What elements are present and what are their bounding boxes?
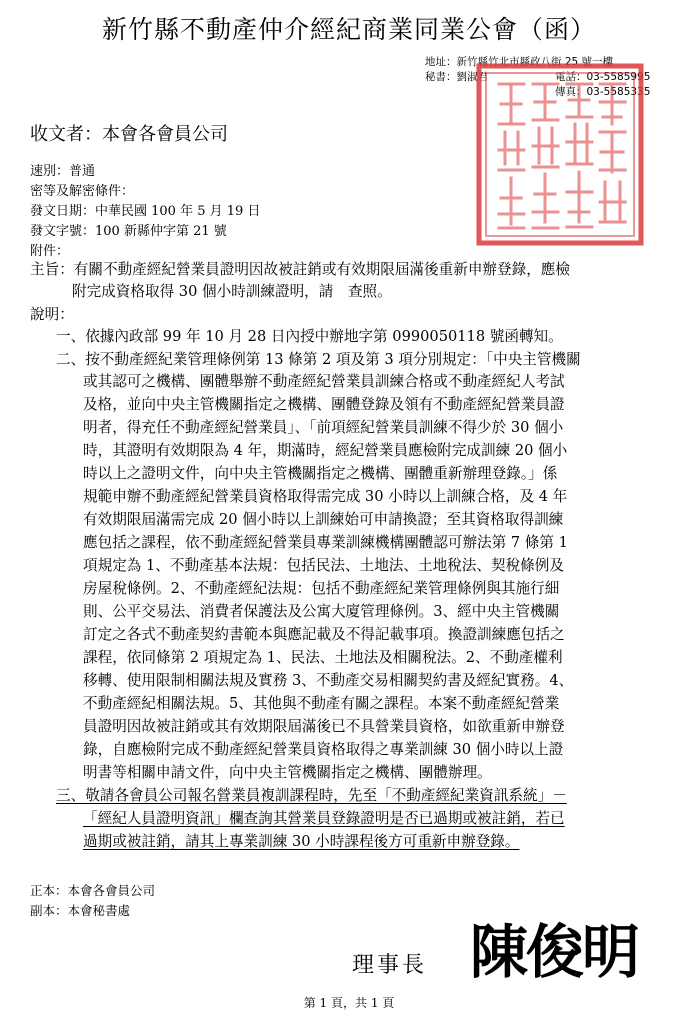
speed-field: 速別：普通	[30, 164, 96, 179]
document-title: 新竹縣不動產仲介經紀商業同業公會（函）	[101, 15, 596, 44]
item-two-line: 明書等相關申請文件，向中央主管機關指定之機構、團體辦理。	[83, 764, 492, 781]
reference-number-field: 發文字號：100 新縣仲字第 21 號	[30, 224, 227, 239]
item-two-line: 應包括之課程，依不動產經紀營業員專業訓練機構團體認可辦法第 7 條第 1	[83, 534, 568, 551]
copy-distribution: 副本：本會秘書處	[30, 903, 131, 918]
item-two-line: 或其認可之機構、團體舉辦不動產經紀營業員訓練合格或不動產經紀人考試	[83, 373, 565, 390]
item-one: 一、依據內政部 99 年 10 月 28 日內授中辦地字第 0990050118 號函轉知。	[56, 328, 563, 345]
subject-line-1: 主旨：有關不動產經紀營業員證明因故被註銷或有效期限屆滿後重新申辦登錄，應檢	[30, 261, 570, 278]
chairman-signature: 陳俊明	[470, 918, 639, 986]
item-three-line: 「經紀人員證明資訊」欄查詢其營業員登錄證明是否已過期或被註銷，若已	[83, 810, 565, 827]
item-two-line: 訂定之各式不動產契約書範本與應記載及不得記載事項。換證訓練應包括之	[83, 626, 565, 643]
item-two-line: 不動產經紀相關法規。5、其他與不動產有關之課程。本案不動產經紀營業	[83, 695, 560, 712]
item-two-line: 則、公平交易法、消費者保護法及公寓大廈管理條例。3、經中央主管機關	[83, 603, 560, 620]
item-two-line: 錄，自應檢附完成不動產經紀營業員資格取得之專業訓練 30 個小時以上證	[83, 741, 564, 758]
item-two-line: 規範申辦不動產經紀營業員資格取得需完成 30 小時以上訓練合格，及 4 年	[83, 488, 568, 505]
fax-line: 傳真：03-5585335	[555, 86, 651, 98]
attachment-field: 附件：	[30, 244, 70, 259]
item-two-line: 移轉、使用限制相關法規及實務 3、不動產交易相關契約書及經紀實務。4、	[83, 672, 574, 689]
item-two-line: 課程，依同條第 2 項規定為 1、民法、土地法及相關稅法。2、不動產權利	[83, 649, 563, 666]
recipient: 收文者：本會各會員公司	[30, 124, 228, 145]
item-two-line: 房屋稅條例。2、不動產經紀法規：包括不動產經紀業管理條例與其施行細	[83, 580, 560, 597]
item-two-line: 員證明因故被註銷或其有效期限屆滿後已不具營業員資格，如欲重新申辦登	[83, 718, 565, 735]
item-two-line: 項規定為 1、不動產基本法規：包括民法、土地法、土地稅法、契稅條例及	[83, 557, 564, 574]
item-three-line: 過期或被註銷，請其上專業訓練 30 小時課程後方可重新申辦登錄。	[83, 833, 520, 850]
secretary-line: 秘書：劉淑君	[425, 71, 488, 83]
item-two-line: 時以上之證明文件，向中央主管機關指定之機構、團體重新辦理登錄。」係	[83, 465, 558, 482]
item-two-first-line: 二、按不動產經紀業管理條例第 13 條第 2 項及第 3 項分別規定：「中央主管機關	[56, 351, 581, 368]
item-two-line: 及格，並向中央主管機關指定之機構、團體登錄及領有不動產經紀營業員證	[83, 396, 565, 413]
item-two-line: 時，其證明有效期限為 4 年，期滿時，經紀營業員應檢附完成訓練 20 個小	[83, 442, 568, 459]
issue-date-field: 發文日期：中華民國 100 年 5 月 19 日	[30, 204, 261, 219]
original-distribution: 正本：本會各會員公司	[30, 883, 156, 898]
subject-line-2: 附完成資格取得 30 個小時訓練證明，請 查照。	[72, 283, 392, 300]
security-field: 密等及解密條件：	[30, 184, 135, 199]
item-two-line: 有效期限屆滿需完成 20 個小時以上訓練始可申請換證；至其資格取得訓練	[83, 511, 564, 528]
chairman-title: 理事長	[352, 953, 428, 978]
explanation-label: 說明：	[30, 306, 74, 323]
item-two-line: 明者，得充任不動產經紀營業員」、「前項經紀營業員訓練不得少於 30 個小	[83, 419, 564, 436]
phone-line: 電話：03-5585995	[555, 71, 651, 83]
official-seal-stamp	[475, 62, 645, 247]
address-line: 地址：新竹縣竹北市縣政八街 25 號一樓	[425, 56, 614, 68]
page-number: 第 1 頁，共 1 頁	[303, 996, 395, 1010]
item-three-first-line: 三、敬請各會員公司報名營業員複訓課程時，先至「不動產經紀業資訊系統」－	[56, 787, 567, 804]
